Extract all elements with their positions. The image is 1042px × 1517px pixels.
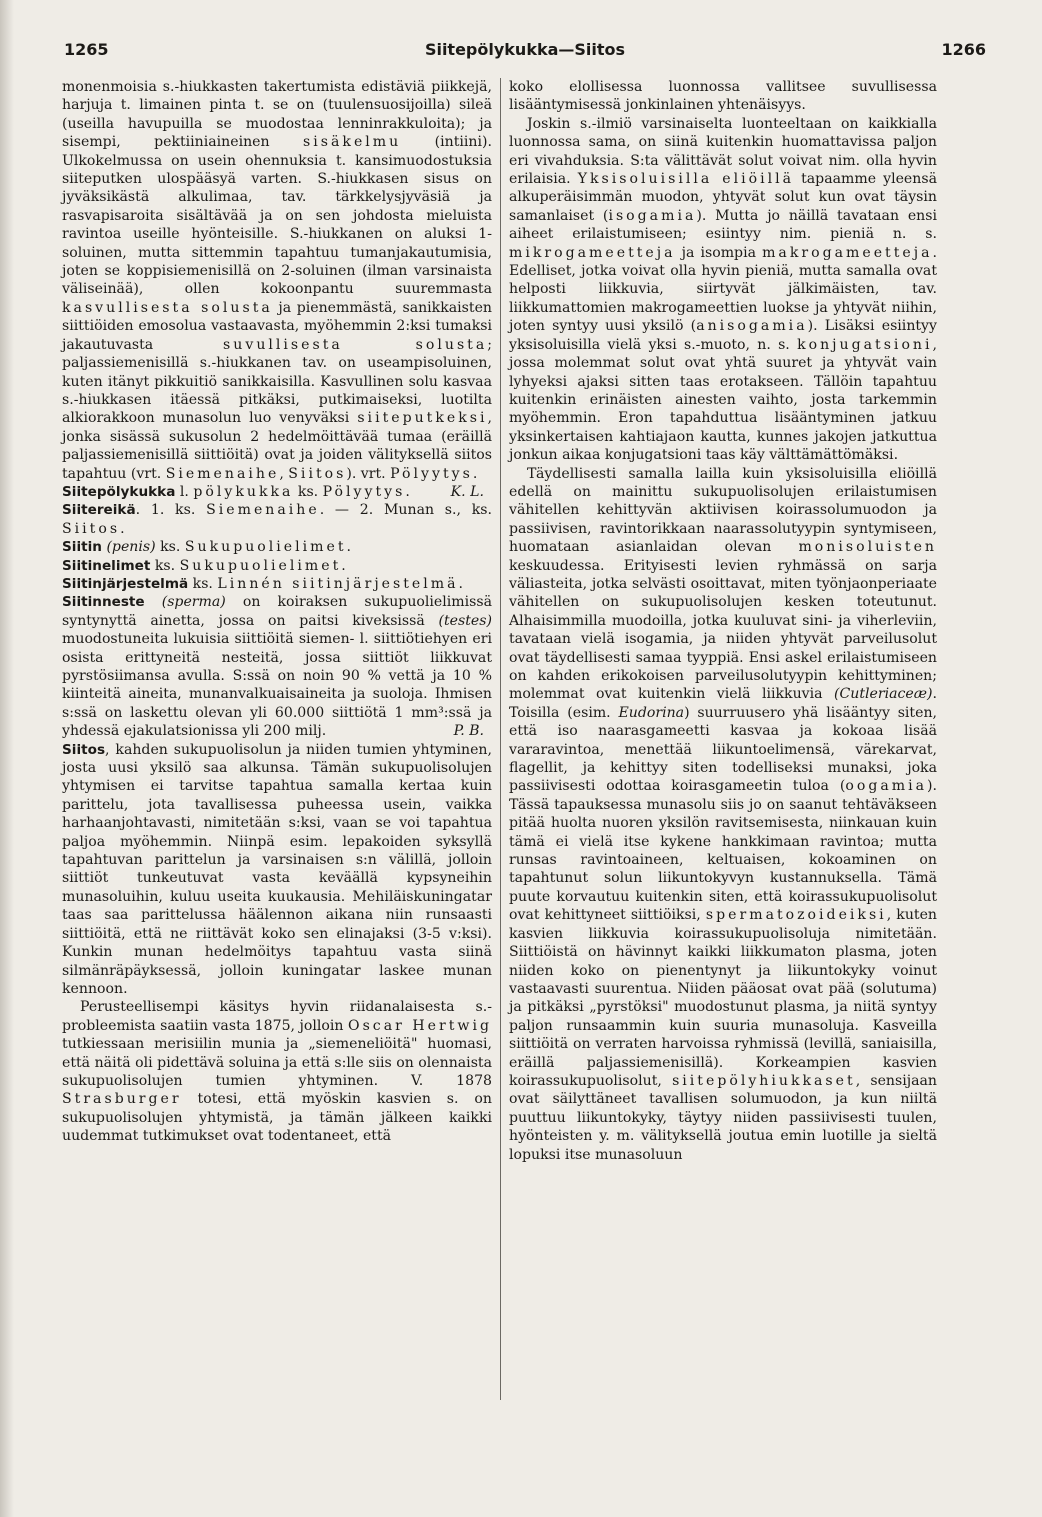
text-run: totesi, että myöskin kasvien s. on sukupuolisolujen yhtymistä, ja tämän jälkeen kaikki uudemmat tutkimukset ovat todentaneet, että	[62, 1091, 492, 1145]
text-run: . 1. ks.	[135, 502, 207, 519]
text-run: kasvullisesta solusta	[62, 299, 273, 316]
paragraph	[62, 557, 492, 575]
text-run: . Edelliset, jotka voivat olla hyvin pieniä, mutta samalla ovat helposti liikkuvia, siirtyvät jälkimäisten, tav. liikkumattomien makrogameettien luokse ja yhtyvät niihin, joten syntyy uusi yksilö (	[509, 244, 937, 335]
entry-headword: Siitinelimet	[62, 557, 151, 574]
text-run: (intiini). Ulkokelmussa on usein ohennuksia t. kansimuodostuksia siiteputken ulospääsyä varten. S.-hiukkasen sisus on jyväksikästä alkulimaa, tav. tärkkelysjyväsiä ja rasvapisaroita sisältävää ja on sen johdosta mieluista ravintoa useille hyönteisille. S.-hiukkanen on aluksi 1-soluinen, mutta sittemmin tapahtuu tumanjakautumisia, joten se koppisiemenisillä on 2-soluinen (ilman varsinaista väliseinää), ollen kokoonpantu suuremmasta	[62, 134, 492, 298]
text-run: Siemenaihe	[206, 502, 320, 519]
paragraph	[62, 998, 492, 1145]
author-initials: P. B.	[453, 723, 484, 740]
text-run: Strasburger	[62, 1091, 182, 1108]
text-run: ks.	[293, 483, 323, 500]
text-run: Siemenaihe	[165, 465, 280, 482]
page-number-right: 1266	[941, 40, 986, 59]
text-run: ja isompia	[675, 244, 763, 261]
text-run: .	[120, 520, 125, 537]
text-run	[145, 594, 162, 610]
text-run: ja pienemmästä, sanikkaisten siittiöiden emosolua vastaavasta, myöhemmin 2:ksi tumaksi jakautuvasta	[62, 299, 492, 353]
text-run: (penis)	[106, 539, 156, 556]
text-run: sisäkelmu	[303, 134, 402, 151]
text-run: .	[472, 465, 478, 482]
text-run: isogamia	[608, 207, 697, 224]
text-run: (sperma)	[161, 594, 226, 611]
text-run: Yksisoluisilla eliöillä	[577, 171, 795, 188]
text-run: ; paljassiemenisillä s.-hiukkanen tav. on useampisoluinen, kuten itänyt pikkuitiö sanikkaisilla. Kasvullinen solu kasvaa s.-hiukkasen itäessä pitkäksi, putkimaiseksi, luotilta alkiorakkoon munasolun luo venyväksi	[62, 336, 492, 427]
text-run: Oscar Hertwig	[348, 1017, 492, 1034]
text-run: ). Mutta jo näillä tavataan ensi aiheet erilaistumiseen; esiintyy nim. pieniä n. s.	[509, 207, 937, 243]
text-run: Pölyytys	[322, 483, 406, 500]
text-run: Sukupuolielimet	[179, 557, 342, 574]
text-run: Täydellisesti samalla lailla kuin yksisoluisilla eliöillä edellä on mainittu sukupuolisolujen erilaistumisen vähitellen kehittyvän aktiivisen koirassolumuodon ja passiivisen, ravintorikkaan naarassolutyypin syntymiseen, huomataan asianlaidan olevan	[509, 465, 937, 556]
text-run: Siitos	[288, 465, 347, 482]
text-run: konjugatsioni	[797, 336, 933, 353]
entry-headword: Siitin	[62, 539, 102, 556]
text-run: (Cutleriaceæ)	[834, 686, 933, 703]
text-run: , kahden sukupuolisolun ja niiden tumien yhtyminen, josta uusi yksilö saa alkunsa. Tämän sukupuolisolujen yhtymisen ei tarvitse tapahtua samalla kertaa kuin parittelu, jota tavallisessa puheessa usein, vaikka harhaanjohtavasti, nimitetään s:ksi, vaan se voi tapahtua paljoa myöhemmin. Niinpä esim. lepakoiden syksyllä tapahtuvan parittelun ja varsinaisen s:n välillä, jolloin siittiöt tunkeutuvat vasta keväällä kypsyneihin munasoluihin, kuluu useita kuukausia. Mehiläiskuningatar taas saa parittelussa häälennon aikana niin runsaasti siittiöitä, että ne riittävät koko sen elinajaksi (3-5 v:ksi). Kunkin munan hedelmöitys tapahtuu vasta siinä silmänräpäyksessä, jolloin kuningatar laskee munan kennoon.	[62, 741, 492, 997]
entry-headword: Siitepölykukka	[62, 483, 176, 500]
text-run: .	[458, 575, 464, 592]
left-column	[62, 78, 492, 1146]
paragraph	[62, 483, 492, 501]
text-run: spermatozoideiksi	[705, 907, 887, 924]
running-title: Siitepölykukka—Siitos	[424, 40, 626, 59]
text-run: ). Tässä tapauksessa munasolu siis jo on saanut tehtäväkseen pitää huolta nuoren yksilön ravitsemisesta, niinkauan kuin tämä ei vielä itse kykene hankkimaan ravintoa; mutta runsas ravintoaineen, keltuaisen, kokoaminen on tapahtunut solun liikuntokyvyn kustannuksella. Tämä puute korvautuu kuitenkin siten, että koirassukupuolisolut ovat kehittyneet siittiöiksi,	[509, 778, 937, 924]
text-run: makrogameetteja	[762, 244, 933, 261]
page-header	[64, 40, 986, 64]
text-run: tapaamme yleensä alkuperäisimmän muodon, yhtyvät solut kun ovat täysin samanlaiset (	[509, 171, 937, 224]
text-run: l.	[175, 483, 194, 500]
paragraph	[62, 501, 492, 538]
text-run: koko elollisessa luonnossa vallitsee suvullisessa lisääntymisessä jonkinlainen yhtenäisyys.	[509, 79, 937, 114]
text-run: Linnén siitinjärjestelmä	[217, 575, 459, 592]
text-run: , sensijaan ovat säilyttäneet tavallisen solumuodon, ja kun niiltä puuttuu liikuntokyky, täytyy niiden passiivisesti tuulen, hyönteisten y. m. välityksellä joutua emin luotille ja sieltä lopuksi itse munasoluun	[509, 1072, 937, 1163]
text-run: suvullisesta solusta	[223, 336, 488, 353]
paragraph	[62, 575, 492, 593]
text-run: Pölyytys	[390, 465, 473, 482]
entry-headword: Siitinjärjestelmä	[62, 575, 189, 592]
text-run: . Toisilla (esim.	[509, 686, 937, 721]
text-run: .	[341, 557, 346, 574]
text-run: Joskin s.-ilmiö varsinaiselta luonteeltaan on kaikkialla luonnossa sama, on siinä kuitenkin huomattavissa paljon eri vivahduksia. S:ta välittävät solut voivat nim. olla hyvin erilaisia.	[509, 115, 937, 188]
text-run: monenmoisia s.-hiukkasten takertumista edistäviä piikkejä, harjuja t. limainen pinta t. se on (tuulensuosijoilla) sileä (useilla havupuilla se muodostaa lenninrakkuloita); ja sisempi, pektiiniaineinen	[62, 79, 492, 151]
text-run: keskuudessa. Erityisesti levien ryhmässä on sarja väliasteita, jotka selvästi osoittavat, miten työnjaonperiaate vähitellen on sukupuolisolujen kesken toteutunut. Alhaisimmilla muodoilla, jotka kuuluvat sini- ja viherleviin, tavataan vielä isogamia, ja niiden yhtyvät parveilusolut ovat täydellisesti samaa tyyppiä. Ensi askel erilaistumiseen on kahden erikokoisen parveilusolutyypin kehittyminen; molemmat ovat kuitenkin vielä liikkuvia	[509, 557, 937, 703]
text-run: oogamia	[845, 778, 928, 795]
entry-headword: Siitos	[62, 741, 106, 758]
text-run: ks.	[150, 557, 180, 574]
text-run: .	[405, 483, 410, 500]
binding-shadow	[0, 0, 14, 1517]
text-run: siiteputkeksi	[357, 410, 488, 427]
column-divider	[500, 78, 501, 1400]
paragraph	[509, 465, 937, 1164]
text-run: siitepölyhiukkaset	[672, 1072, 856, 1089]
text-run: .	[346, 539, 352, 556]
text-run: ks.	[188, 575, 218, 592]
text-run: ,	[279, 465, 289, 482]
text-run: , jossa molemmat solut ovat yhtä suuret ja yhtyvät vain lyhyeksi ajaksi sitten taas erotakseen. Tällöin tapahtuu kuitenkin erinäisten ainesten vaihto, josta tarkemmin myöhemmin. Eron tapahduttua lisääntyminen jatkuu yksinkertaisen kahtiajaon kautta, kunnes jakojen jatkuttua jonkun aikaa konjugatsioni taas käy välttämättömäksi.	[509, 336, 937, 464]
text-run: ). Lisäksi esiintyy yksisoluisilla vielä yksi s.-muoto, n. s.	[509, 318, 937, 353]
entry-headword: Siitinneste	[62, 594, 145, 611]
text-run: ). vrt.	[346, 465, 391, 482]
text-run: monisoluisten	[798, 539, 937, 556]
text-run: muodostuneita lukuisia siittiöitä siemen- l. siittiötiehyen eri osista erittyneitä nesteitä, jossa siittiöt liikkuvat pyrstösiimansa avulla. S:ssä on noin 90 % vettä ja 10 % kiinteitä aineita, munanvalkuaisaineita ja suoloja. Ihmisen s:ssä on laskettu olevan yli 60.000 siittiötä 1 mm³:ssä ja yhdessä ejakulatsionissa yli 200 milj.	[62, 631, 492, 740]
paragraph	[509, 78, 937, 115]
paragraph	[62, 538, 492, 556]
text-run: , kuten kasvien liikkuvia koirassukupuolisoluja nimitetään. Siittiöistä on hävinnyt kaikki liikkumaton plasma, joten niiden koko on pienentynyt ja liikuntokyky voinut vastaavasti suurentua. Niiden pääosat ovat pää (solutuma) ja pitkäksi „pyrstöksi" muodostunut plasma, ja niitä syntyy paljon runsaammin kuin suuria munasoluja. Kasveilla siittiöitä on verraten harvoissa ryhmissä (levillä, saniaisilla, eräillä paljassiemenisillä). Korkeampien kasvien koirassukupuolisolut,	[509, 907, 937, 1089]
text-run: pölykukka	[193, 483, 294, 500]
text-run: ks.	[155, 539, 185, 556]
author-initials: K. L.	[450, 483, 484, 500]
paragraph	[62, 593, 492, 740]
paragraph	[509, 115, 937, 465]
entry-headword: Siitereikä	[62, 502, 136, 519]
text-run: . — 2. Munan s., ks.	[319, 502, 493, 519]
text-run: anisogamia	[696, 318, 808, 335]
right-column	[509, 78, 937, 1164]
text-run: Sukupuolielimet	[184, 539, 347, 556]
page-number-left: 1265	[64, 40, 109, 59]
text-run: , jonka sisässä sukusolun 2 hedelmöittävää tumaa (eräillä paljassiemenisillä siittiöitä) ovat ja joiden välityksellä siitos tapahtuu (vrt.	[62, 410, 492, 482]
text-run: Perusteellisempi käsitys hyvin riidanalaisesta s.-probleemista saatiin vasta 1875, jolloin	[62, 999, 492, 1034]
text-run: Eudorina	[618, 704, 685, 721]
paragraph	[62, 741, 492, 999]
text-run: ) suurruusero yhä lisääntyy siten, että iso naarasgameetti kasvaa ja kokoaa lisää vararavintoa, menettää liikuntoelimensä, värekarvat, flagellit, ja kehittyy siten todelliseksi munaksi, joka passiivisesti odottaa koirasgameetin tuloa (	[509, 704, 937, 795]
text-run: Siitos	[62, 520, 121, 537]
text-run: (testes)	[438, 612, 492, 629]
text-run: mikrogameetteja	[509, 244, 676, 261]
text-run: on koiraksen sukupuolielimissä syntynyttä ainetta, jossa on paitsi kiveksissä	[62, 594, 492, 629]
text-run: tutkiessaan merisiilin munia ja „siemeneliöitä" huomasi, että näitä oli pidettävä soluina ja että s:lle siis on olennaista sukupuolisolujen tumien yhtyminen. V. 1878	[62, 1036, 492, 1089]
